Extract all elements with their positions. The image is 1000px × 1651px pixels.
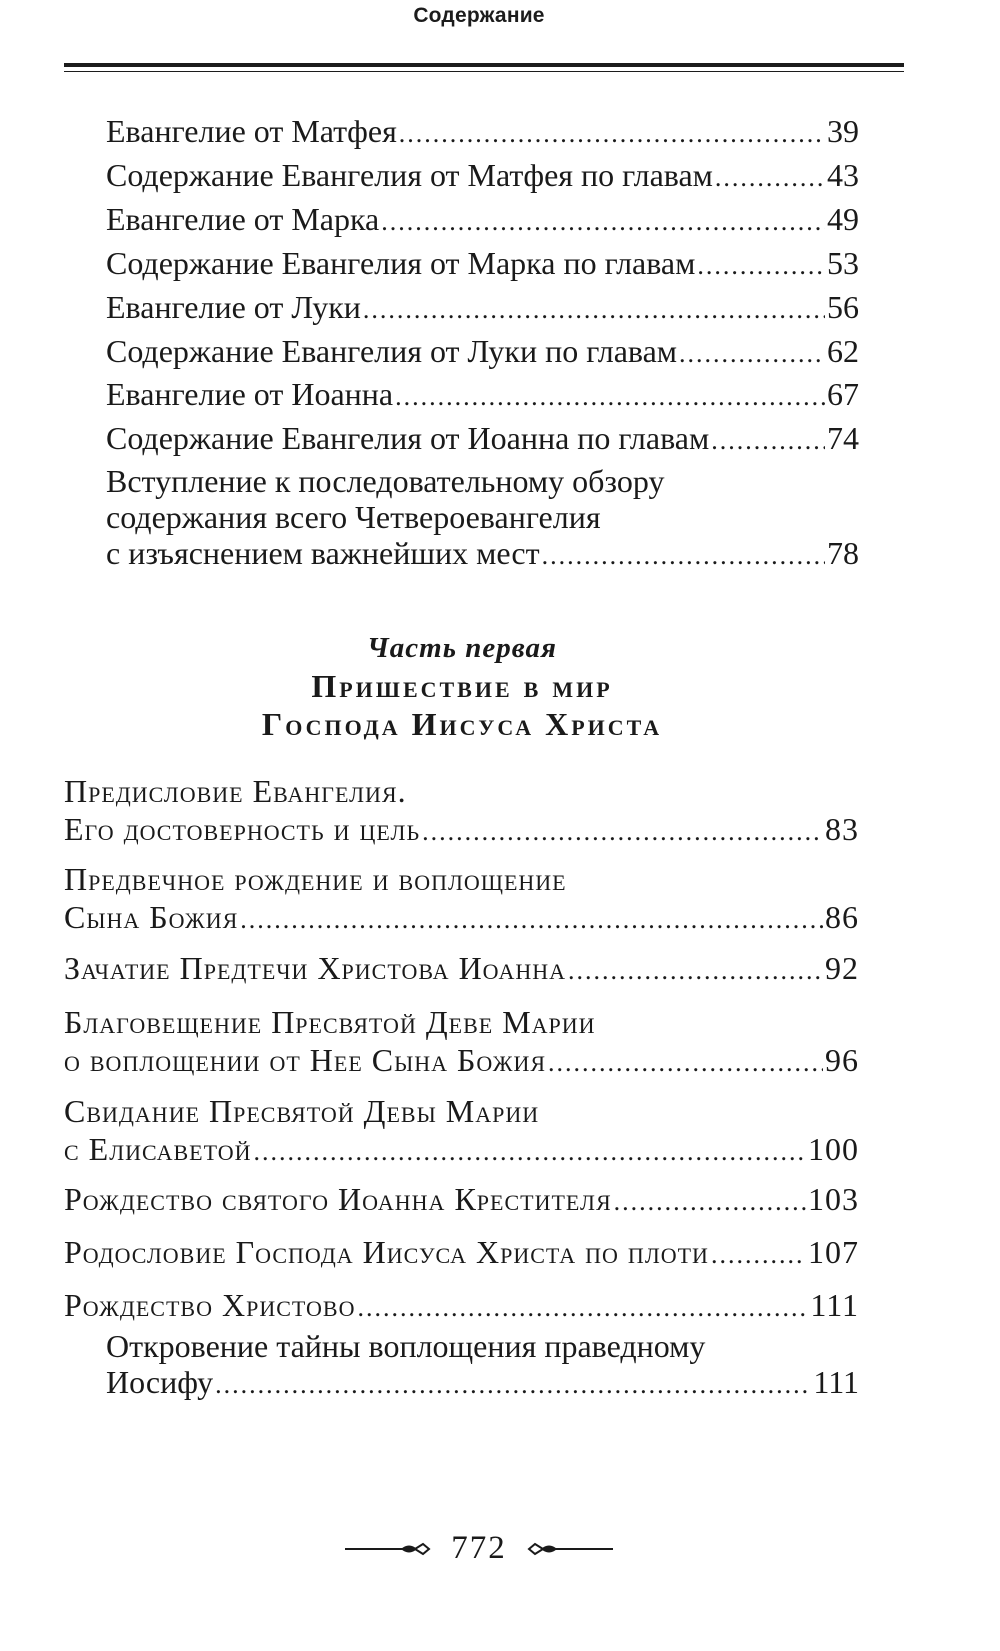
toc-entry[interactable] bbox=[106, 1328, 859, 1403]
header-rule-thick bbox=[64, 63, 904, 67]
toc-entry-title-line: Предисловие Евангелия. bbox=[64, 773, 407, 809]
toc-entry-title-line: Откровение тайны воплощения праведному bbox=[106, 1328, 706, 1364]
leader-dots bbox=[357, 1289, 808, 1327]
leader-dots bbox=[715, 159, 825, 197]
right-ornament-icon bbox=[527, 1539, 613, 1559]
toc-entry-title-line: Благовещение Пресвятой Деве Марии bbox=[64, 1004, 596, 1040]
leader-dots bbox=[381, 203, 825, 241]
toc-entry[interactable] bbox=[106, 463, 859, 574]
toc-entry-page: 103 bbox=[808, 1181, 859, 1217]
toc-entry-page: 49 bbox=[827, 201, 859, 237]
toc-entry[interactable] bbox=[64, 1286, 859, 1327]
toc-entry[interactable] bbox=[64, 860, 859, 939]
toc-entry-page: 83 bbox=[825, 811, 859, 847]
leader-dots bbox=[568, 952, 823, 990]
toc-entry-page: 67 bbox=[827, 376, 859, 412]
leader-dots bbox=[395, 378, 825, 416]
toc-entry-title: Содержание Евангелия от Иоанна по главам bbox=[106, 420, 710, 456]
toc-entry[interactable] bbox=[64, 1180, 859, 1221]
header-rule-thin bbox=[64, 71, 904, 72]
leader-dots bbox=[711, 1236, 806, 1274]
part-title-line-2: Господа Иисуса Христа bbox=[261, 706, 663, 742]
toc-entry-title: Сына Божия bbox=[64, 899, 239, 935]
leader-dots bbox=[254, 1133, 806, 1171]
toc-entry[interactable] bbox=[106, 244, 859, 285]
toc-entry-title: Евангелие от Марка bbox=[106, 201, 380, 237]
page-number: 772 bbox=[451, 1530, 507, 1566]
toc-entry-title-line: содержания всего Четвероевангелия bbox=[106, 499, 601, 535]
leader-dots bbox=[399, 115, 825, 153]
toc-entry[interactable] bbox=[64, 1003, 859, 1082]
toc-entry-title: Рождество Христово bbox=[64, 1287, 356, 1323]
leader-dots bbox=[422, 813, 823, 851]
part-label: Часть первая bbox=[367, 632, 557, 664]
toc-entry-title: с Елисаветой bbox=[64, 1131, 252, 1167]
toc-entry-page: 74 bbox=[827, 420, 859, 456]
toc-entry[interactable] bbox=[106, 156, 859, 197]
toc-entry-title: Евангелие от Луки bbox=[106, 289, 361, 325]
toc-entry-title: Содержание Евангелия от Марка по главам bbox=[106, 245, 696, 281]
toc-entry-page: 56 bbox=[827, 289, 859, 325]
toc-entry-page: 96 bbox=[825, 1042, 859, 1078]
toc-entry-title-line: Свидание Пресвятой Девы Марии bbox=[64, 1093, 540, 1129]
toc-entry[interactable] bbox=[64, 772, 859, 851]
toc-entry[interactable] bbox=[64, 1233, 859, 1274]
toc-entry-page: 53 bbox=[827, 245, 859, 281]
toc-entry-title: Зачатие Предтечи Христова Иоанна bbox=[64, 950, 567, 986]
toc-entry-title-line: Предвечное рождение и воплощение bbox=[64, 861, 567, 897]
toc-entry-title: Его достоверность и цель bbox=[64, 811, 421, 847]
left-ornament-icon bbox=[345, 1539, 431, 1559]
page-footer bbox=[0, 1530, 958, 1567]
toc-entry-title: Содержание Евангелия от Матфея по главам bbox=[106, 157, 713, 193]
toc-entry-page: 86 bbox=[825, 899, 859, 935]
leader-dots bbox=[679, 335, 825, 373]
toc-entry[interactable] bbox=[106, 200, 859, 241]
toc-entry[interactable] bbox=[106, 288, 859, 329]
leader-dots bbox=[548, 1044, 823, 1082]
toc-entry-page: 43 bbox=[827, 157, 859, 193]
toc-entry-page: 111 bbox=[810, 1287, 859, 1323]
toc-entry-title: Иосифу bbox=[106, 1364, 214, 1400]
toc-entry-page: 78 bbox=[827, 535, 859, 571]
leader-dots bbox=[240, 901, 823, 939]
toc-entry[interactable] bbox=[64, 1092, 859, 1171]
toc-entry-page: 92 bbox=[825, 950, 859, 986]
toc-entry-title-line: Вступление к последовательному обзору bbox=[106, 463, 665, 499]
toc-entry-title: о воплощении от Нее Сына Божия bbox=[64, 1042, 547, 1078]
toc-entry[interactable] bbox=[106, 375, 859, 416]
toc-entry-page: 111 bbox=[813, 1364, 859, 1400]
leader-dots bbox=[614, 1183, 806, 1221]
toc-entry-page: 62 bbox=[827, 333, 859, 369]
part-title-line-1: Пришествие в мир bbox=[311, 668, 613, 704]
toc-entry[interactable] bbox=[106, 332, 859, 373]
toc-entry-title: Рождество святого Иоанна Крестителя bbox=[64, 1181, 612, 1217]
running-header: Содержание bbox=[413, 4, 545, 27]
toc-entry[interactable] bbox=[106, 419, 859, 460]
leader-dots bbox=[697, 247, 825, 285]
toc-entry-title: Содержание Евангелия от Луки по главам bbox=[106, 333, 678, 369]
toc-entry-title: Евангелие от Матфея bbox=[106, 113, 397, 149]
toc-entry-page: 100 bbox=[808, 1131, 859, 1167]
toc-entry-title: с изъяснением важнейших мест bbox=[106, 535, 540, 571]
toc-entry[interactable] bbox=[106, 112, 859, 153]
toc-entry-page: 39 bbox=[827, 113, 859, 149]
leader-dots bbox=[542, 538, 825, 574]
leader-dots bbox=[711, 422, 825, 460]
toc-entry-title: Евангелие от Иоанна bbox=[106, 376, 394, 412]
leader-dots bbox=[215, 1367, 811, 1403]
toc-entry-title: Родословие Господа Иисуса Христа по плоти bbox=[64, 1234, 709, 1270]
leader-dots bbox=[363, 291, 825, 329]
toc-entry-page: 107 bbox=[808, 1234, 859, 1270]
toc-entry[interactable] bbox=[64, 949, 859, 990]
